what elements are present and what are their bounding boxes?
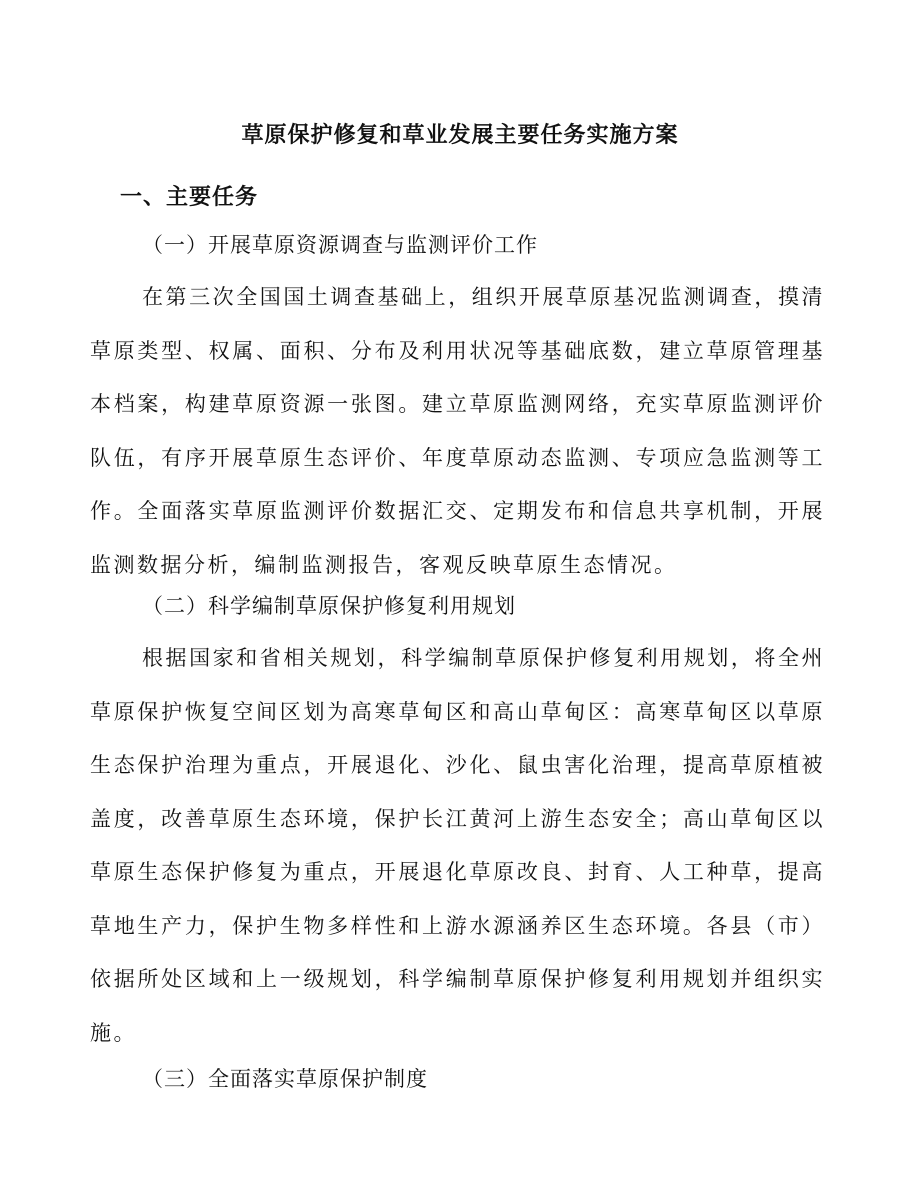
section-heading-main-tasks: 一、主要任务 (120, 185, 259, 210)
document-title: 草原保护修复和草业发展主要任务实施方案 (241, 123, 679, 148)
subsection-heading-1: （一）开展草原资源调查与监测评价工作 (142, 233, 538, 257)
subsection-heading-2: （二）科学编制草原保护修复利用规划 (142, 594, 516, 618)
subsection-paragraph-1: 在第三次全国国土调查基础上，组织开展草原基况监测调查，摸清草原类型、权属、面积、分布及利用状况等基础底数，建立草原管理基本档案，构建草原资源一张图。建立草原监测网络，充实草原监测评价队伍，有序开展草原生态评价、年度草原动态监测、专项应急监测等工作。全面落实草原监测评价数据汇交、定期发布和信息共享机制，开展监测数据分析，编制监测报告，客观反映草原生态情况。 (90, 285, 825, 577)
subsection-paragraph-2: 根据国家和省相关规划，科学编制草原保护修复利用规划，将全州草原保护恢复空间区划为高寒草甸区和高山草甸区：高寒草甸区以草原生态保护治理为重点，开展退化、沙化、鼠虫害化治理，提高草原植被盖度，改善草原生态环境，保护长江黄河上游生态安全；高山草甸区以草原生态保护修复为重点，开展退化草原改良、封育、人工种草，提高草地生产力，保护生物多样性和上游水源涵养区生态环境。各县（市）依据所处区域和上一级规划，科学编制草原保护修复利用规划并组织实施。 (90, 646, 825, 1045)
subsection-heading-3: （三）全面落实草原保护制度 (142, 1067, 428, 1091)
